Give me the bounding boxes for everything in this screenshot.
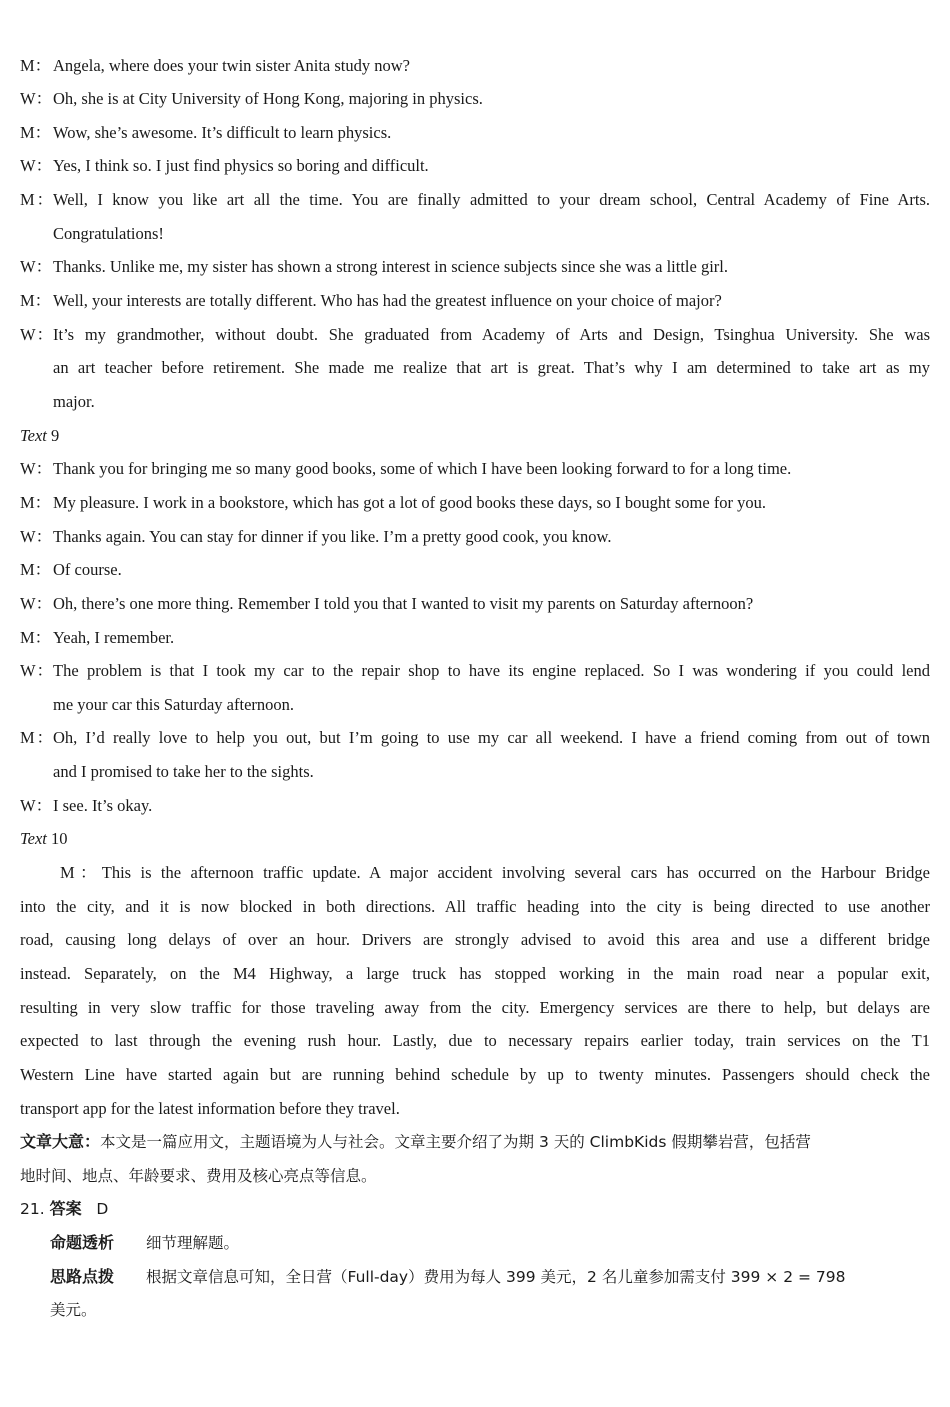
speaker-label: W： xyxy=(20,325,53,344)
dialogue-text: Oh, I’d really love to help you out, but I’m going to use my car all weekend. I have a friend coming from out of town xyxy=(53,728,930,747)
monologue-line: instead. Separately, on the M4 Highway, a large truck has stopped working in the main road near a popular exit, xyxy=(20,964,930,983)
hint-text: 根据文章信息可知，全日营（Full-day）费用为每人 399 美元，2 名儿童参加需支付 399 × 2 = 798 xyxy=(146,1268,846,1286)
section-heading-text9 xyxy=(20,426,930,446)
dialogue-continuation: major. xyxy=(53,392,95,411)
speaker-label: W： xyxy=(20,661,53,680)
speaker-label: M： xyxy=(20,190,53,209)
answer-label: 答案 xyxy=(49,1199,82,1218)
summary-continuation: 地时间、地点、年龄要求、费用及核心亮点等信息。 xyxy=(20,1167,377,1185)
dialogue-line xyxy=(20,594,930,614)
speaker-label: W： xyxy=(20,594,53,613)
monologue-line: Western Line have started again but are running behind schedule by up to twenty minutes. Passengers should check the xyxy=(20,1065,930,1084)
dialogue-line xyxy=(20,325,930,345)
dialogue-line xyxy=(20,459,930,479)
heading-number: 10 xyxy=(46,829,68,848)
monologue-line: resulting in very slow traffic for those traveling away from the city. Emergency services are there to help, but delays are xyxy=(20,998,930,1017)
speaker-label: M： xyxy=(20,123,52,142)
dialogue-text: Yes, I think so. I just find physics so boring and difficult. xyxy=(53,156,429,175)
answer-line xyxy=(20,1199,930,1219)
speaker-label: M： xyxy=(20,728,53,747)
speaker-label: M： xyxy=(20,628,52,647)
speaker-label: W： xyxy=(20,459,53,478)
dialogue-text: Wow, she’s awesome. It’s difficult to learn physics. xyxy=(53,123,392,142)
dialogue-text: It’s my grandmother, without doubt. She graduated from Academy of Arts and Design, Tsinghua University. She was xyxy=(53,325,930,344)
dialogue-line xyxy=(20,257,930,277)
dialogue-text: I see. It’s okay. xyxy=(53,796,153,815)
summary-line xyxy=(20,1132,930,1152)
dialogue-continuation: Congratulations! xyxy=(53,224,164,243)
analysis-line xyxy=(50,1233,930,1253)
section-heading-text10 xyxy=(20,829,930,849)
dialogue-continuation: an art teacher before retirement. She made me realize that art is great. That’s why I am determined to take art as my xyxy=(53,358,930,377)
dialogue-text: Thank you for bringing me so many good books, some of which I have been looking forward to for a long time. xyxy=(53,459,792,478)
hint-line xyxy=(50,1267,930,1287)
summary-text: 本文是一篇应用文，主题语境为人与社会。文章主要介绍了为期 3 天的 ClimbKids 假期攀岩营，包括营 xyxy=(100,1133,811,1151)
monologue-line: expected to last through the evening rush hour. Lastly, due to necessary repairs earlier today, train services on the T1 xyxy=(20,1031,930,1050)
dialogue-line xyxy=(20,560,930,580)
speaker-label: M： xyxy=(20,493,52,512)
heading-word: Text xyxy=(20,829,47,848)
speaker-label: W： xyxy=(20,527,53,546)
answer-value: D xyxy=(96,1200,109,1218)
monologue-line: transport app for the latest information before they travel. xyxy=(20,1099,400,1118)
dialogue-text: Oh, there’s one more thing. Remember I told you that I wanted to visit my parents on Saturday afternoon? xyxy=(53,594,754,613)
monologue-line: M：This is the afternoon traffic update. A major accident involving several cars has occurred on the Harbour Bridge xyxy=(60,863,930,882)
dialogue-line xyxy=(20,728,930,748)
dialogue-text: Well, I know you like art all the time. You are finally admitted to your dream school, Central Academy of Fine Arts. xyxy=(53,190,930,209)
speaker-label: W： xyxy=(20,156,53,175)
speaker-label: M： xyxy=(20,291,52,310)
dialogue-text: Well, your interests are totally different. Who has had the greatest influence on your choice of major? xyxy=(53,291,722,310)
hint-continuation: 美元。 xyxy=(50,1301,97,1319)
monologue-line: road, causing long delays of over an hour. Drivers are strongly advised to avoid this area and use a different bridge xyxy=(20,930,930,949)
hint-label: 思路点拨 xyxy=(50,1267,115,1286)
dialogue-continuation: me your car this Saturday afternoon. xyxy=(53,695,295,714)
dialogue-line xyxy=(20,796,930,816)
dialogue-text: Oh, she is at City University of Hong Kong, majoring in physics. xyxy=(53,89,483,108)
question-number: 21. xyxy=(20,1200,45,1218)
dialogue-line xyxy=(20,661,930,681)
dialogue-line xyxy=(20,190,930,210)
dialogue-text: My pleasure. I work in a bookstore, which has got a lot of good books these days, so I bought some for you. xyxy=(53,493,767,512)
analysis-label: 命题透析 xyxy=(50,1233,115,1252)
dialogue-text: The problem is that I took my car to the repair shop to have its engine replaced. So I was wondering if you could lend xyxy=(53,661,930,680)
speaker-label: W： xyxy=(20,257,53,276)
dialogue-text: Angela, where does your twin sister Anita study now? xyxy=(53,56,410,75)
dialogue-text: Thanks. Unlike me, my sister has shown a strong interest in science subjects since she was a little girl. xyxy=(53,257,728,276)
dialogue-text: Thanks again. You can stay for dinner if you like. I’m a pretty good cook, you know. xyxy=(53,527,612,546)
speaker-label: M： xyxy=(20,56,52,75)
dialogue-line xyxy=(20,628,930,648)
dialogue-line xyxy=(20,123,930,143)
heading-number: 9 xyxy=(46,426,60,445)
dialogue-line xyxy=(20,493,930,513)
speaker-label: W： xyxy=(20,796,53,815)
dialogue-line xyxy=(20,56,930,76)
dialogue-line xyxy=(20,527,930,547)
dialogue-line xyxy=(20,291,930,311)
dialogue-line xyxy=(20,89,930,109)
analysis-text: 细节理解题。 xyxy=(146,1234,240,1252)
speaker-label: M： xyxy=(20,560,52,579)
speaker-label: W： xyxy=(20,89,53,108)
dialogue-text: Of course. xyxy=(53,560,122,579)
heading-word: Text xyxy=(20,426,47,445)
summary-label: 文章大意： xyxy=(20,1132,101,1151)
monologue-line: into the city, and it is now blocked in both directions. All traffic heading into the city is being directed to use another xyxy=(20,897,930,916)
dialogue-continuation: and I promised to take her to the sights. xyxy=(53,762,314,781)
dialogue-text: Yeah, I remember. xyxy=(53,628,175,647)
dialogue-line xyxy=(20,156,930,176)
